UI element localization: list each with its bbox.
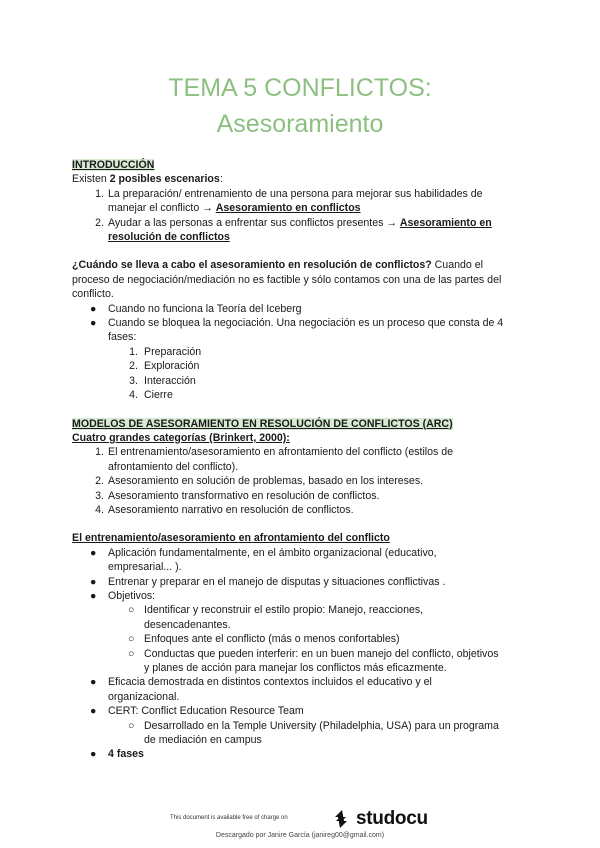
circle-bullet-icon: ○ <box>128 604 135 617</box>
bullet-icon: ● <box>90 589 97 602</box>
download-note: Descargado por Janire García (janireg00@gmail.com) <box>215 832 385 839</box>
circle-bullet-icon: ○ <box>128 647 135 660</box>
studocu-logo-icon[interactable] <box>330 808 352 830</box>
phase-item: 3. Interacción <box>129 374 196 387</box>
document-body <box>72 158 534 762</box>
circle-bullet-icon: ○ <box>128 719 135 732</box>
availability-note: This document is available free of charge on <box>170 815 288 821</box>
bullet-icon: ● <box>90 705 97 718</box>
list-item: ● Objetivos: <box>90 589 156 602</box>
bullet-icon: ● <box>90 317 97 330</box>
circle-bullet-icon: ○ <box>128 633 135 646</box>
intro-lead: Existen 2 posibles escenarios: <box>72 173 223 186</box>
sub-list-item: ○ Identificar y reconstruir el estilo propio: Manejo, reacciones, desencadenantes. <box>128 604 424 631</box>
phase-item: 1. Preparación <box>129 345 202 358</box>
training-heading: El entrenamiento/asesoramiento en afrontamiento del conflicto <box>72 532 390 545</box>
when-section: ¿Cuándo se lleva a cabo el asesoramiento en resolución de conflictos? Cuando el proceso de negociación/mediación no es factible y sólo contamos con una de las partes del conflicto. ● Cuando no funciona la Teoría del Iceberg ● Cuando se bloquea la negociación. Una negociación es un proceso que consta de 4 fases: 1. Preparación 2. Exploración 3. Interacción 4. Cierre <box>72 258 534 402</box>
list-item: ● Eficacia demostrada en distintos contextos incluidos el educativo y el organizacional. <box>90 676 432 703</box>
models-heading: MODELOS DE ASESORAMIENTO EN RESOLUCIÓN DE CONFLICTOS (ARC) <box>72 417 453 430</box>
bullet-icon: ● <box>90 302 97 315</box>
list-item: 4. Asesoramiento narrativo en resolución de conflictos. <box>95 503 354 516</box>
phase-item: 4. Cierre <box>129 389 173 402</box>
list-item: 1. La preparación/ entrenamiento de una persona para mejorar sus habilidades de manejar el conflicto → Asesoramiento en conflictos <box>95 187 483 215</box>
models-subheading: Cuatro grandes categorías (Brinkert, 2000): <box>72 431 290 444</box>
phase-item: 2. Exploración <box>129 360 200 373</box>
intro-section <box>72 158 534 244</box>
list-item: 1. El entrenamiento/asesoramiento en afrontamiento del conflicto (estilos de afrontamiento del conflicto). <box>95 446 454 473</box>
list-item: ● Cuando no funciona la Teoría del Iceberg <box>90 302 302 315</box>
list-item: ● CERT: Conflict Education Resource Team <box>90 705 304 718</box>
list-item: ● 4 fases <box>90 748 144 761</box>
bullet-icon: ● <box>90 546 97 559</box>
bullet-icon: ● <box>90 575 97 588</box>
page-title: TEMA 5 CONFLICTOS: <box>168 74 432 102</box>
list-item: 2. Ayudar a las personas a enfrentar sus conflictos presentes → Asesoramiento en resolución de conflictos <box>95 216 492 244</box>
bullet-icon: ● <box>90 748 97 761</box>
list-item: 3. Asesoramiento transformativo en resolución de conflictos. <box>95 489 380 502</box>
list-item: 2. Asesoramiento en solución de problemas, basado en los intereses. <box>95 475 424 488</box>
models-section <box>72 417 534 518</box>
sub-list-item: ○ Enfoques ante el conflicto (más o menos confortables) <box>128 633 400 646</box>
sub-list-item: ○ Desarrollado en la Temple University (Philadelphia, USA) para un programa de mediación en campus <box>128 719 499 747</box>
studocu-logo-text[interactable]: studocu <box>356 808 428 829</box>
page-subtitle: Asesoramiento <box>216 110 384 138</box>
training-section <box>72 531 534 762</box>
intro-heading: INTRODUCCIÓN <box>72 159 155 171</box>
when-question: ¿Cuándo se lleva a cabo el asesoramiento en resolución de conflictos? <box>72 259 432 272</box>
list-item: ● Aplicación fundamentalmente, en el ámbito organizacional (educativo, empresarial... ). <box>90 546 437 574</box>
bullet-icon: ● <box>90 676 97 689</box>
list-item: ● Entrenar y preparar en el manejo de disputas y situaciones conflictivas . <box>90 575 446 588</box>
list-item: ● Cuando se bloquea la negociación. Una negociación es un proceso que consta de 4 fases: <box>90 317 504 344</box>
sub-list-item: ○ Conductas que pueden interferir: en un buen manejo del conflicto, objetivos y planes de acción para manejar los conflictos más eficazmente. <box>128 647 499 674</box>
